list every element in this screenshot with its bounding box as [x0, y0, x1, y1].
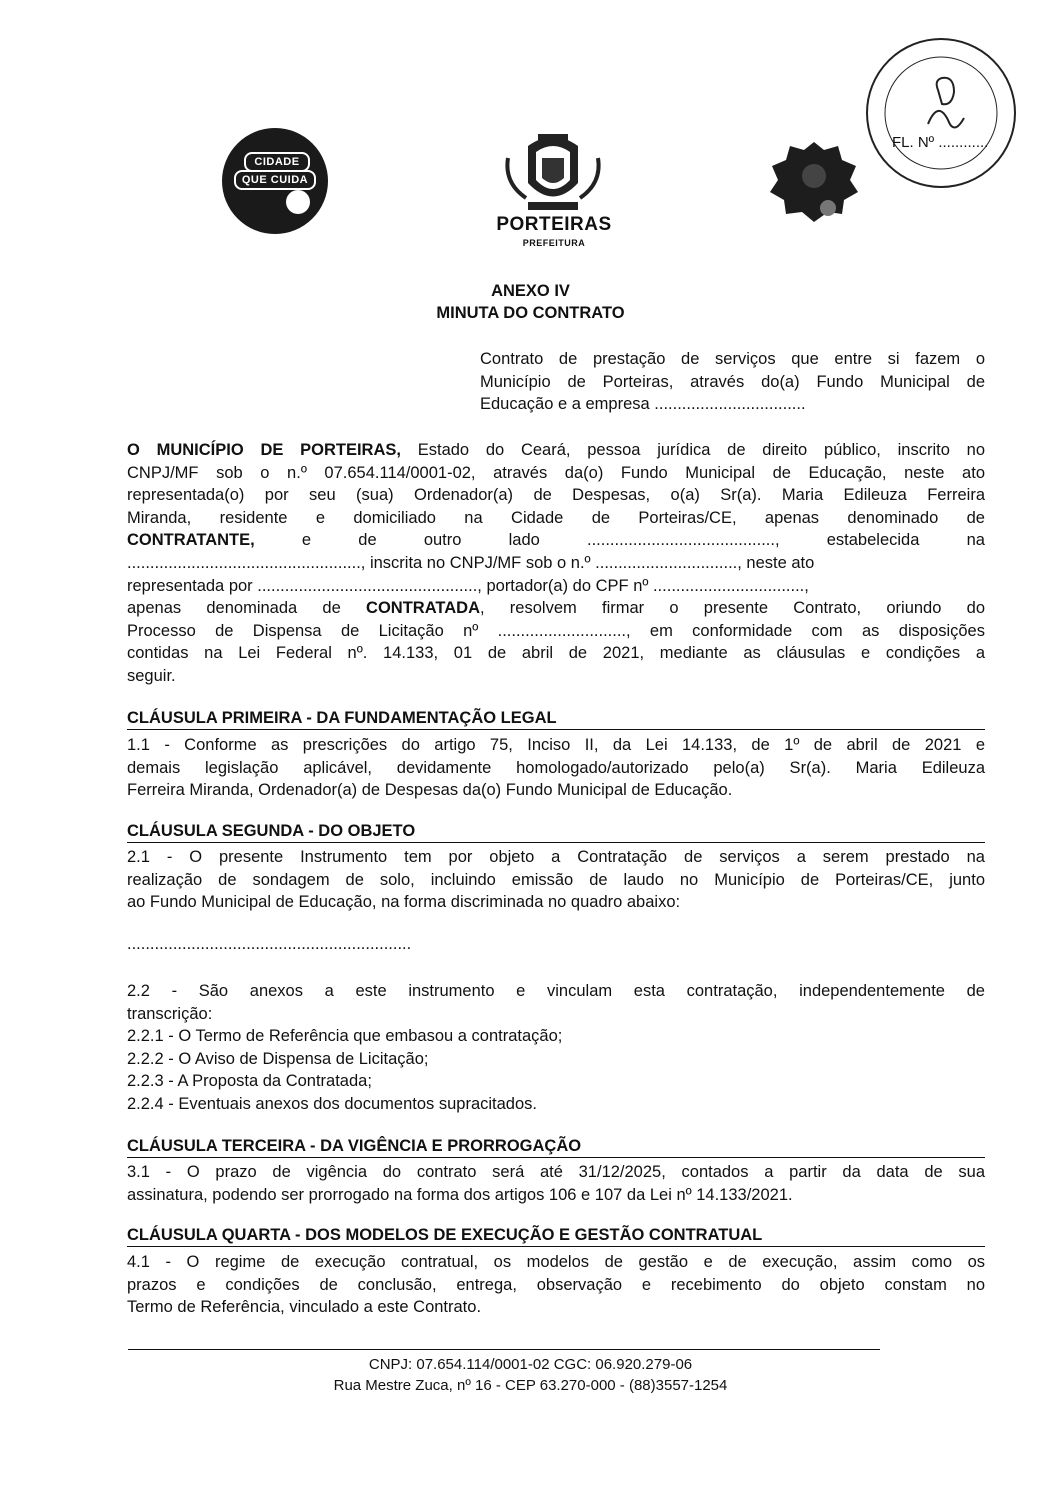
blank-field: ........................................., — [587, 531, 780, 550]
preamble-line: representada por ................................................, portador(a) do CPF nº ................................., — [127, 576, 809, 595]
preamble-line: seguir. — [127, 666, 176, 685]
footer-cnpj: CNPJ: 07.654.114/0001-02 CGC: 06.920.279-06 — [368, 1356, 693, 1373]
word: lado — [508, 531, 540, 550]
clause-line: 2.1 - O presente Instrumento tem por objeto a Contratação de serviços a serem prestado na — [127, 848, 985, 866]
clause-line: 1.1 - Conforme as prescrições do artigo 75, Inciso II, da Lei 14.133, de 1º de abril de 2021 e — [127, 736, 985, 754]
word: de — [358, 531, 377, 550]
logo-text-line: QUE CUIDA — [234, 170, 316, 190]
contract-summary — [480, 348, 985, 416]
clause-line: ao Fundo Municipal de Educação, na forma discriminada no quadro abaixo: — [127, 893, 681, 912]
clause-line: 2.2 - São anexos a este instrumento e vinculam esta contratação, independentemente de — [127, 982, 985, 1000]
clause-annexes — [127, 980, 985, 1116]
word: e — [301, 531, 312, 550]
preamble-line — [127, 597, 985, 620]
stamp-ring-icon — [868, 40, 1014, 186]
clause-body — [127, 734, 985, 802]
brand-subtitle: PREFEITURA — [522, 238, 586, 248]
preamble — [127, 439, 985, 688]
list-item: 2.2.1 - O Termo de Referência que embasou a contratação; — [127, 1027, 563, 1046]
cidade-que-cuida-logo — [222, 128, 328, 234]
summary-line: Educação e a empresa ................................. — [480, 395, 806, 414]
preamble-line: ..................................................., inscrita no CNPJ/MF sob o n.º ..............................., neste ato — [127, 553, 815, 572]
clause-line: assinatura, podendo ser prorrogado na forma dos artigos 106 e 107 da Lei nº 14.133/2021. — [127, 1185, 793, 1204]
stamp-folio: FL. Nº ............ — [892, 134, 989, 151]
preamble-line — [127, 529, 985, 552]
clause-line: Ferreira Miranda, Ordenador(a) de Despesas da(o) Fundo Municipal de Educação. — [127, 781, 733, 800]
footer-address: Rua Mestre Zuca, nº 16 - CEP 63.270-000 - (88)3557-1254 — [333, 1377, 728, 1394]
preamble-line: Miranda, residente e domiciliado na Cidade de Porteiras/CE, apenas denominado de — [127, 508, 985, 527]
clause-line: transcrição: — [127, 1004, 213, 1023]
porteiras-coat-of-arms-icon — [498, 128, 608, 218]
clause-body — [127, 1161, 985, 1206]
clause-line: realização de sondagem de solo, incluindo emissão de laudo no Município de Porteiras/CE, junto — [127, 870, 985, 889]
emblem-icon — [286, 190, 310, 214]
preamble-line — [127, 439, 985, 462]
clause-line: Termo de Referência, vinculado a este Contrato. — [127, 1298, 482, 1317]
municipality-name: O MUNICÍPIO DE PORTEIRAS, — [127, 441, 401, 459]
summary-line: Município de Porteiras, através do(a) Fundo Municipal de — [480, 372, 985, 391]
clause-line: 3.1 - O prazo de vigência do contrato será até 31/12/2025, contados a partir da data de sua — [127, 1163, 985, 1181]
municipal-stamp — [866, 38, 1016, 188]
document-title: MINUTA DO CONTRATO — [436, 304, 625, 322]
word: na — [966, 531, 985, 550]
preamble-text: Estado do Ceará, pessoa jurídica de direito público, inscrito no — [400, 441, 985, 459]
clause-heading: CLÁUSULA SEGUNDA - DO OBJETO — [127, 822, 985, 843]
clause-body — [127, 1251, 985, 1319]
preamble-line: contidas na Lei Federal nº. 14.133, 01 de abril de 2021, mediante as cláusulas e condições a — [127, 644, 985, 663]
preamble-text: , resolvem firmar o presente Contrato, oriundo do — [479, 599, 985, 618]
anniversary-seal-icon — [768, 140, 860, 224]
clause-heading: CLÁUSULA TERCEIRA - DA VIGÊNCIA E PRORROGAÇÃO — [127, 1137, 985, 1158]
clause-line: prazos e condições de conclusão, entrega, observação e recebimento do objeto constam no — [127, 1275, 985, 1294]
blank-table-placeholder: .............................................................. — [127, 935, 412, 953]
contratante-label: CONTRATANTE, — [127, 531, 255, 550]
list-item: 2.2.2 - O Aviso de Dispensa de Licitação; — [127, 1049, 429, 1068]
preamble-line: CNPJ/MF sob o n.º 07.654.114/0001-02, através da(o) Fundo Municipal de Educação, neste ato — [127, 463, 985, 482]
logo-text-line: CIDADE — [244, 152, 310, 172]
word: estabelecida — [826, 531, 920, 550]
clause-line: demais legislação aplicável, devidamente homologado/autorizado pelo(a) Sr(a). Maria Edileuza — [127, 758, 985, 777]
word: outro — [423, 531, 462, 550]
footer-divider — [128, 1349, 880, 1350]
preamble-line: Processo de Dispensa de Licitação nº ............................, em conformidade com as disposições — [127, 621, 985, 640]
clause-heading: CLÁUSULA PRIMEIRA - DA FUNDAMENTAÇÃO LEGAL — [127, 709, 985, 730]
clause-heading: CLÁUSULA QUARTA - DOS MODELOS DE EXECUÇÃO E GESTÃO CONTRATUAL — [127, 1226, 985, 1247]
annex-title: ANEXO IV — [491, 282, 570, 300]
brand-name: PORTEIRAS — [496, 214, 612, 235]
list-item: 2.2.4 - Eventuais anexos dos documentos supracitados. — [127, 1094, 537, 1113]
clause-line: 4.1 - O regime de execução contratual, os modelos de gestão e de execução, assim como os — [127, 1253, 985, 1271]
summary-line: Contrato de prestação de serviços que entre si fazem o — [480, 350, 985, 368]
list-item: 2.2.3 - A Proposta da Contratada; — [127, 1072, 372, 1091]
preamble-text: apenas denominada de — [127, 599, 367, 618]
preamble-line: representada(o) por seu (sua) Ordenador(a) de Despesas, o(a) Sr(a). Maria Edileuza Ferreira — [127, 486, 985, 505]
contratada-label: CONTRATADA — [366, 599, 480, 618]
clause-body — [127, 846, 985, 914]
